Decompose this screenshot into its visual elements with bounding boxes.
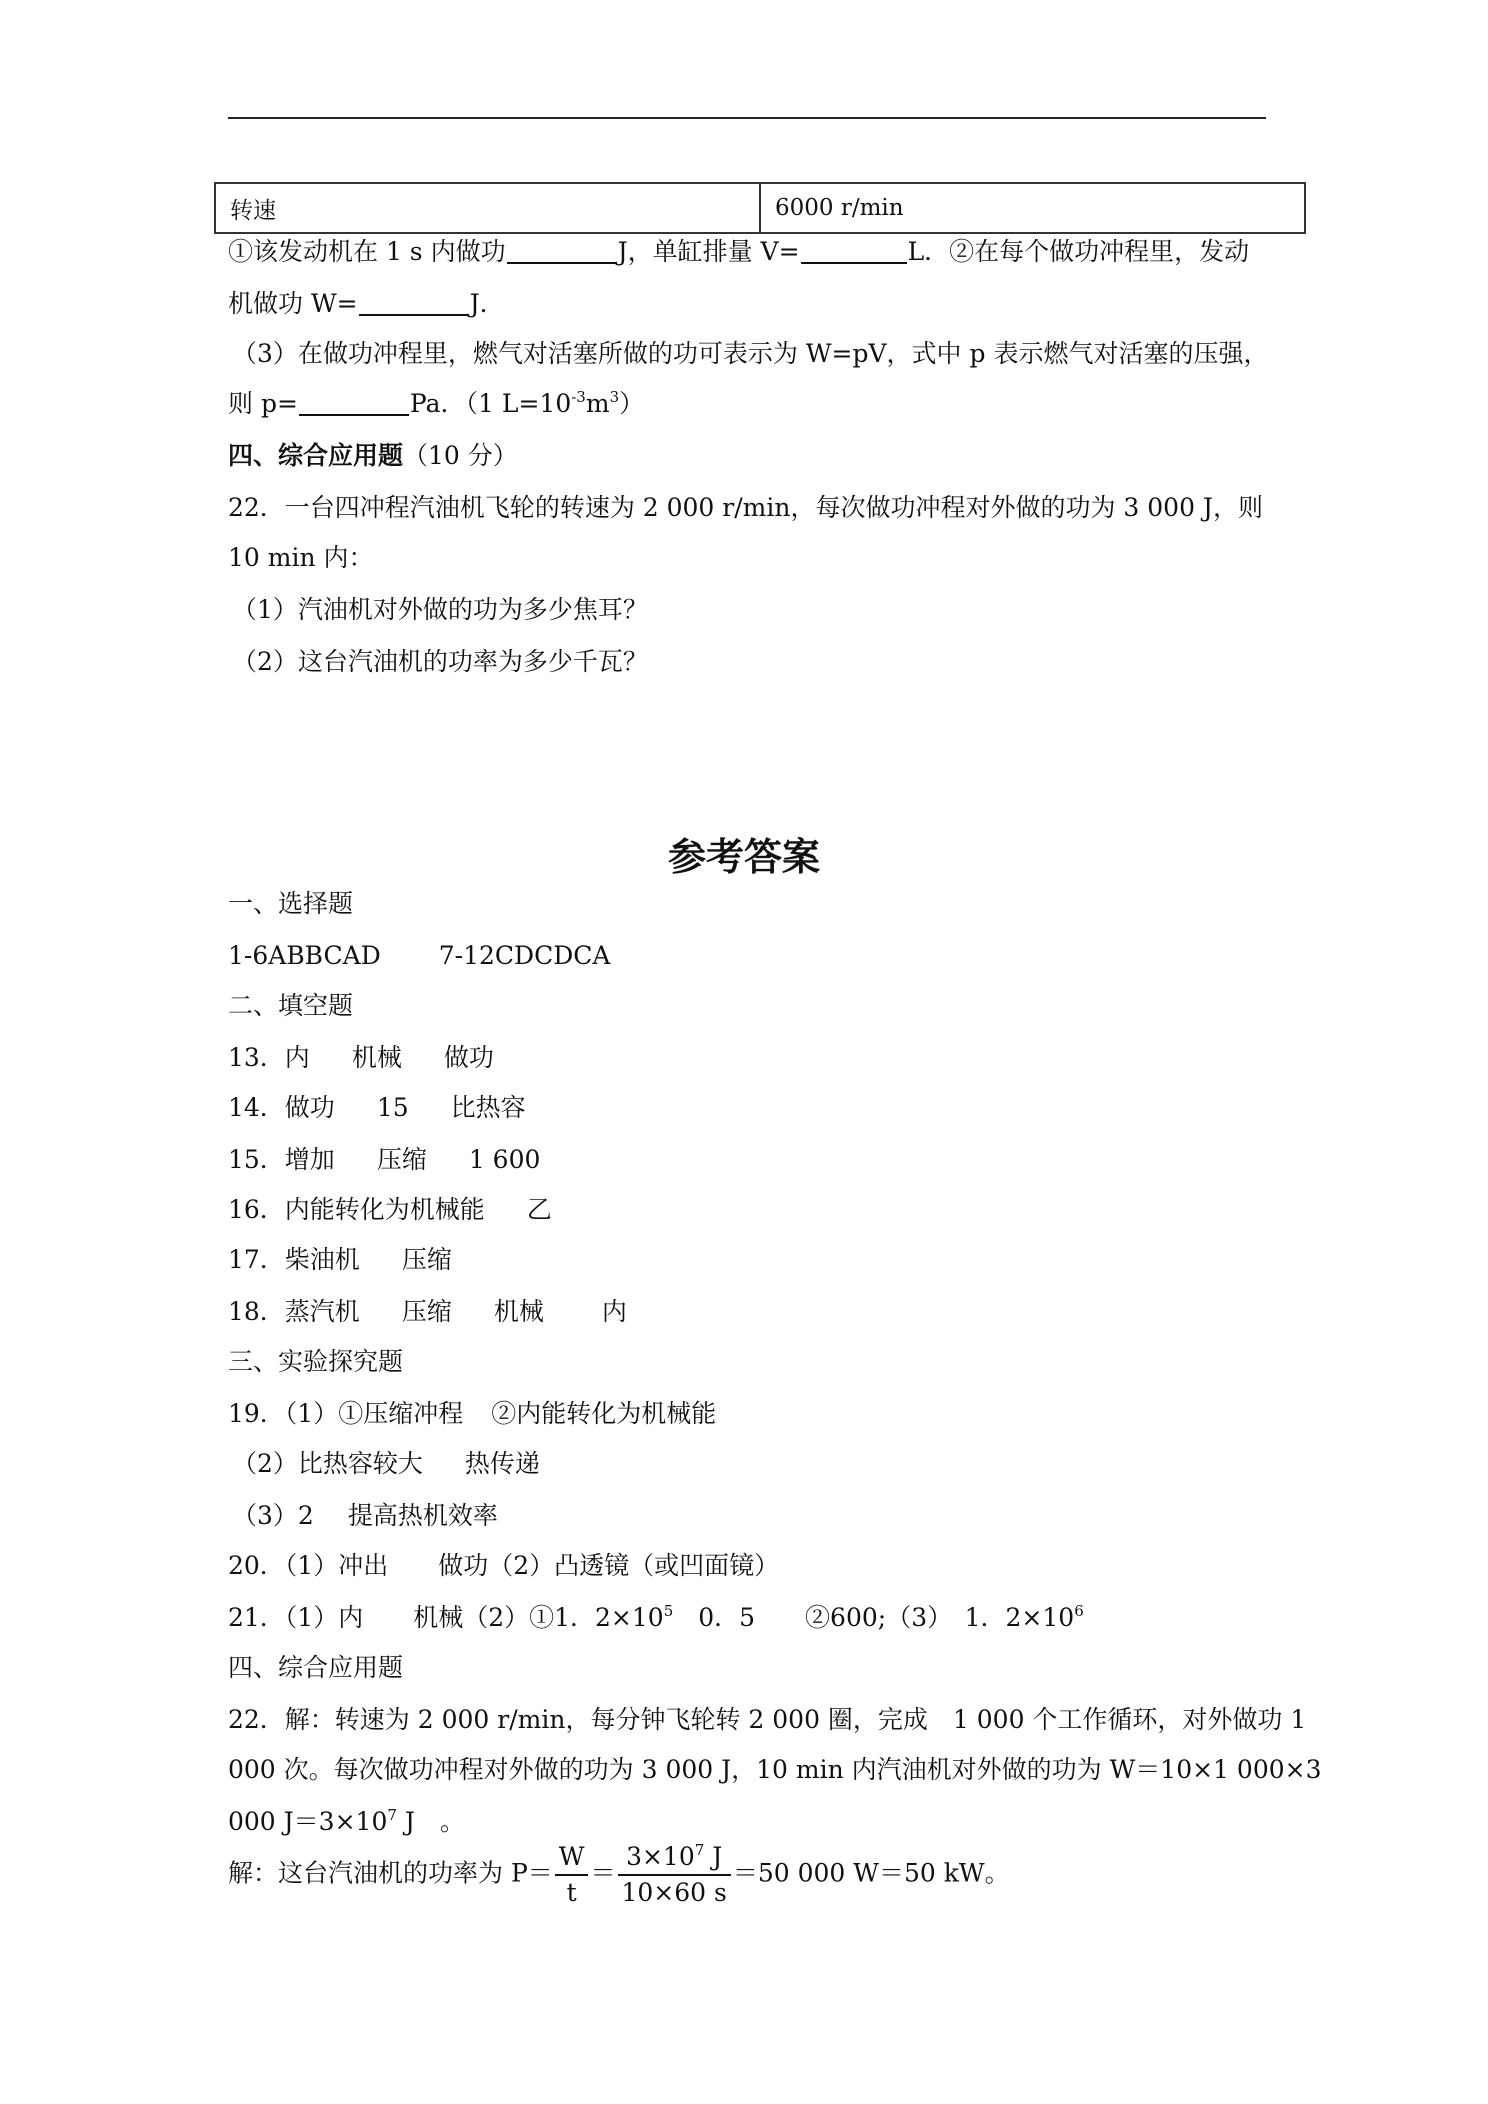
- text-segment: 1-6ABBCAD: [228, 941, 381, 970]
- text-segment: 做功: [443, 1043, 494, 1072]
- q21-part2-line2: [228, 286, 505, 322]
- answer-blank: [299, 390, 409, 416]
- text-segment: 19．（1）①压缩冲程: [228, 1399, 464, 1428]
- q22-line2: 10 min 内：: [228, 543, 374, 572]
- section-title: 四、综合应用题: [228, 441, 404, 470]
- fraction-w-over-t: [555, 1840, 589, 1910]
- text-segment: 000 J＝3×10: [228, 1807, 388, 1836]
- fraction-numerator: W: [555, 1840, 589, 1876]
- fraction-denominator: t: [566, 1878, 577, 1907]
- table-cell-value: 6000 r/min: [760, 183, 1305, 233]
- text-segment: 21．（1）内 机械（2）①1．2×10: [228, 1603, 664, 1632]
- answers-section1: 一、选择题: [228, 889, 354, 918]
- text-segment: J．: [469, 289, 505, 318]
- section4-heading: [228, 438, 518, 474]
- text-segment: 提高热机效率: [347, 1501, 498, 1530]
- answer-14: [228, 1090, 526, 1126]
- text-segment: 则 p=: [228, 389, 298, 418]
- text-segment: （3）2: [232, 1501, 314, 1530]
- text-segment: J 。: [396, 1807, 465, 1836]
- answer-blank: [801, 238, 907, 264]
- text-segment: ）: [619, 389, 645, 418]
- q22-sub2: （2）这台汽油机的功率为多少千瓦？: [232, 647, 648, 676]
- engine-spec-table: [214, 182, 1306, 234]
- text-segment: 14．做功: [228, 1093, 335, 1122]
- answer-blank: [507, 238, 617, 264]
- answer-21: [228, 1600, 1084, 1636]
- text-segment: 压缩: [401, 1297, 452, 1326]
- text-segment: 15．增加: [228, 1145, 335, 1174]
- answers-section2: 二、填空题: [228, 991, 354, 1020]
- answer-blank: [359, 290, 469, 316]
- text-segment: L．②在每个做功冲程里，发动: [907, 237, 1250, 266]
- answer-19-2: [232, 1446, 540, 1482]
- answer-19-1: [228, 1396, 716, 1432]
- text-segment: 13．内: [228, 1043, 310, 1072]
- text-segment: 18．蒸汽机: [228, 1297, 360, 1326]
- superscript: 3: [609, 388, 620, 406]
- text-segment: 压缩: [401, 1245, 452, 1274]
- superscript: 5: [663, 1602, 674, 1620]
- text-segment: 解：这台汽油机的功率为 P＝: [228, 1858, 553, 1888]
- text-segment: Pa．（1 L=10: [409, 389, 572, 418]
- text-segment: 热传递: [464, 1449, 540, 1478]
- text-segment: 16．内能转化为机械能: [228, 1195, 485, 1224]
- q22-sub1: （1）汽油机对外做的功为多少焦耳？: [232, 595, 648, 624]
- answer-22-line1: 22．解：转速为 2 000 r/min，每分钟飞轮转 2 000 圈，完成 1 000 个工作循环，对外做功 1: [228, 1705, 1307, 1734]
- answer-13: [228, 1040, 494, 1076]
- text-segment: ＝: [590, 1858, 616, 1888]
- superscript: 6: [1074, 1602, 1084, 1620]
- fraction-denominator: 10×60 s: [621, 1878, 727, 1907]
- answers-section3: 三、实验探究题: [228, 1347, 404, 1376]
- q21-part3-line2: [228, 386, 644, 422]
- text-segment: 机械: [493, 1297, 544, 1326]
- answer-18: [228, 1294, 627, 1330]
- answers-section4: 四、综合应用题: [228, 1653, 404, 1682]
- text-segment: 内: [601, 1297, 627, 1326]
- fraction-work-over-time: [618, 1840, 731, 1910]
- text-segment: 3×10: [626, 1842, 695, 1871]
- q22-line1: 22．一台四冲程汽油机飞轮的转速为 2 000 r/min，每次做功冲程对外做的功为 3 000 J，则: [228, 493, 1263, 522]
- superscript: 7: [694, 1841, 705, 1859]
- superscript: 7: [387, 1806, 397, 1824]
- text-segment: J，单缸排量 V=: [617, 237, 800, 266]
- text-segment: （2）比热容较大: [232, 1449, 423, 1478]
- superscript: -3: [571, 388, 586, 406]
- text-segment: 比热容: [450, 1093, 526, 1122]
- text-segment: 7-12CDCDCA: [438, 941, 611, 970]
- answer-22-line3: [228, 1804, 465, 1840]
- answer-22-line2: 000 次。每次做功冲程对外做的功为 3 000 J，10 min 内汽油机对外做的功为 W＝10×1 000×3: [228, 1755, 1322, 1784]
- answer-22-power-formula: [228, 1840, 1010, 1910]
- q21-part3-line1: （3）在做功冲程里，燃气对活塞所做的功可表示为 W=pV，式中 p 表示燃气对活塞的压强，: [232, 339, 1269, 368]
- text-segment: ②内能转化为机械能: [491, 1399, 717, 1428]
- table-cell-label: 转速: [215, 183, 760, 233]
- answer-20: 20．（1）冲出 做功（2）凸透镜（或凹面镜）: [228, 1551, 780, 1580]
- q21-part2-line1: [228, 234, 1249, 270]
- text-segment: 0．5 ②600;（3） 1．2×10: [673, 1603, 1075, 1632]
- text-segment: 17．柴油机: [228, 1245, 360, 1274]
- text-segment: 压缩: [376, 1145, 427, 1174]
- text-segment: 乙: [526, 1195, 552, 1224]
- answer-choice: [228, 938, 610, 974]
- answer-16: [228, 1192, 552, 1228]
- answers-title: 参考答案: [667, 835, 820, 879]
- text-segment: 15: [376, 1093, 409, 1122]
- text-segment: ①该发动机在 1 s 内做功: [228, 237, 506, 266]
- text-segment: 机做功 W=: [228, 289, 358, 318]
- header-rule: [228, 117, 1266, 119]
- answer-15: [228, 1142, 540, 1178]
- table-row: [215, 183, 1305, 233]
- text-segment: m: [585, 389, 610, 418]
- section-score: （10 分）: [403, 441, 518, 470]
- text-segment: 1 600: [468, 1145, 541, 1174]
- text-segment: 机械: [351, 1043, 402, 1072]
- answer-19-3: [232, 1498, 498, 1534]
- text-segment: J: [704, 1842, 723, 1871]
- fraction-numerator: [618, 1840, 731, 1876]
- text-segment: ＝50 000 W＝50 kW。: [732, 1858, 1010, 1888]
- answer-17: [228, 1242, 452, 1278]
